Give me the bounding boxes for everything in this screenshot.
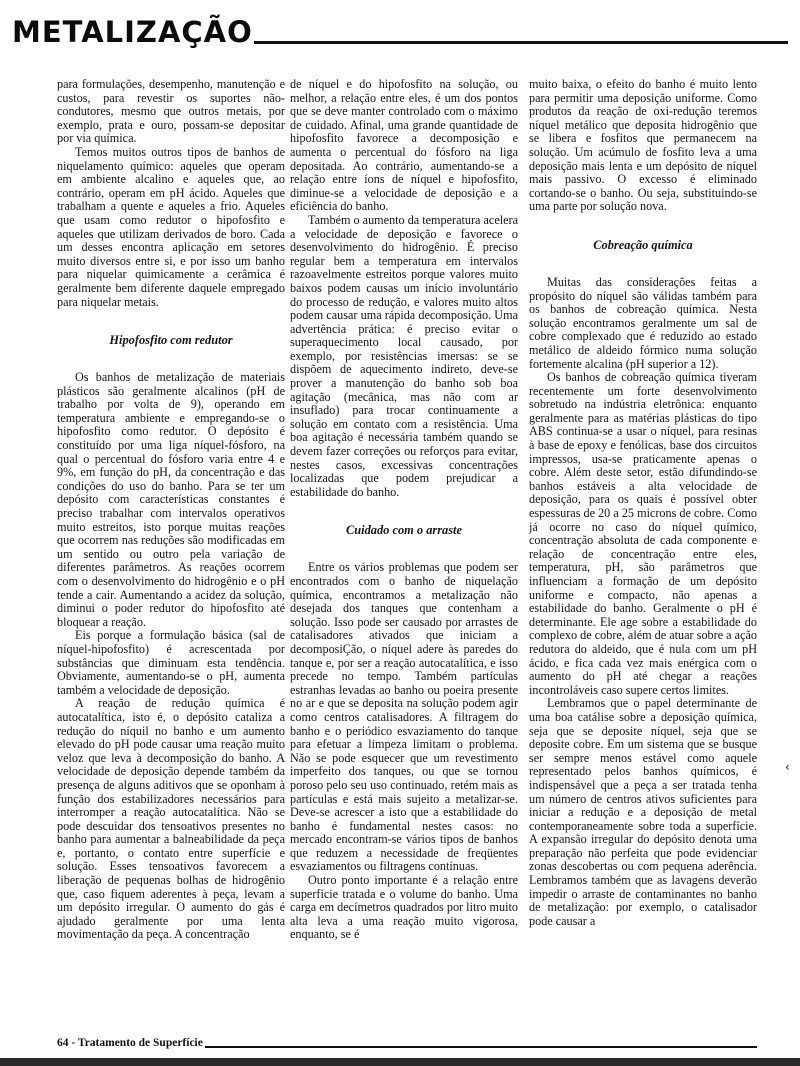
text-column-3 [529, 78, 757, 1018]
footer-rule [205, 1046, 757, 1048]
text-column-2 [290, 78, 518, 1018]
header-rule [254, 41, 788, 44]
paragraph: Temos muitos outros tipos de banhos de niquelamento químico: aqueles que operam em ambiente alcalino e aqueles que, ao contrário, operam em pH ácido. Aqueles que trabalham a quente e aqueles a frio. Aqueles que usam como redutor o hipofosfito e aqueles que utilizam derivados de boro. Cada um desses encontra aplicação em setores muito diversos entre si, e por isso um banho para niquelar quimicamente a cerâmica é geralmente bem diferente daquele empregado para niquelar metais. [57, 144, 285, 309]
paragraph: Os banhos de metalização de materiais plásticos são geralmente alcalinos (pH de trabalho por volta de 9), operando em temperatura ambiente e empregando-se o hipofosfito como redutor. O depósito é constituído por uma liga níquel-fósforo, na qual o percentual do fósforo varia entre 4 e 9%, em função do pH, da concentração e das condições do uso do banho. Para se ter um depósito com características constantes é preciso trabalhar com intervalos operativos muito estreitos, isto porque muitas reações que ocorrem nas reduções são modificadas em um sentido ou outro pela variação de diferentes parâmetros. As reações ocorrem com o desenvolvimento do hidrogênio e o pH tende a cair. Aumentando a acidez da solução, diminui o poder redutor do hipofosfito até bloquear a reação. [57, 370, 285, 629]
paragraph: Também o aumento da temperatura acelera a velocidade de deposição e favorece o desenvolvimento do hidrogênio. É preciso regular bem a temperatura em intervalos razoavelmente estreitos porque valores muito baixos podem causas um início involuntário do processo de redução, e valores muito altos podem causar uma rápida decomposição. Uma advertência prática: é preciso evitar o superaquecimento local causado, por exemplo, por resistências imersas: se se dispõem de aquecimento indireto, deve-se prover a manutenção do banho sob boa agitação (mecânica, mas não com ar insuflado) para trocar continuamente a solução em contato com a resistência. Uma boa agitação é necessária também quando se devem fazer correções ou reforços para evitar, nestes casos, excessivas concentrações localizadas que podem prejudicar a estabilidade do banho. [290, 212, 518, 499]
page-footer [57, 1034, 757, 1054]
paragraph: de níquel e do hipofosfito na solução, ou melhor, a relação entre eles, é um dos pontos que se deve manter controlado com o máximo de cuidado. Afinal, uma grande quantidade de hipofosfito favorece a decomposição e aumenta o percentual do fósforo na liga depositada. Ao contrário, aumentando-se a relação entre íons de níquel e hipofosfito, diminue-se a velocidade de deposição e a eficiência do banho. [290, 78, 518, 214]
section-heading: Cuidado com o arraste [346, 523, 462, 538]
paragraph: Eis porque a formulação básica (sal de níquel-hipofosfito) é acrescentada por substâncias que diminuam esta tendência. Obviamente, aumentando-se o pH, aumenta também a velocidade de deposição. [57, 628, 285, 697]
paragraph: Outro ponto importante é a relação entre superfície tratada e o volume do banho. Uma carga em decímetros quadrados por litro muito alta leva a uma reação muito vigorosa, enquanto, se é [290, 873, 518, 942]
paragraph: A reação de redução química é autocatalítica, isto é, o depósito cataliza a redução do níquil no banho e um aumento elevado do pH pode causar uma reação muito veloz que leva à decomposição do banho. A velocidade de deposição depende também da presença de alguns aditivos que se oponham à função dos estabilizadores necessários para interromper a reação autocatalítica. Não se pode descuidar dos tensoativos presentes no banho para aumentar a balneabilidade da peça e, portanto, o contato entre superfície e solução. Esses tensoativos favorecem a liberação de pequenas bolhas de hidrogênio que, caso fiquem aderentes à peça, levam a um depósito irregular. O aumento do gás é ajudado geralmente por uma lenta movimentação da peça. A concentração [57, 696, 285, 942]
text-column-1 [57, 78, 285, 1018]
paragraph: Entre os vários problemas que podem ser encontrados com o banho de niquelação química, encontramos a metalização não desejada dos tanques que contenham a solução. Isso pode ser causado por arrastes de catalisadores ativados que iniciam a decomposiÇão, o níquel adere às paredes do tanque e, por ser a reação autocatalítica, e isso precede no tempo. Também partículas estranhas levadas ao banho ou poeira presente no ar e que se deposita na solução podem agir como centros catalisadores. A filtragem do banho e o periódico esvaziamento do tanque para efetuar a limpeza limitam o problema. Não se pode esquecer que um revestimento imperfeito dos tanques, ou que se tornou poroso pelo seu uso continuado, retém mais as partículas e está mais sujeito a metalizar-se. Deve-se acrescer a isto que a estabilidade do banho é fundamental nestes casos: no mercado encontram-se vários tipos de banhos que reduzem a necessidade de freqüentes esvaziamentos ou filtragens contínuas. [290, 560, 518, 874]
paragraph: Os banhos de cobreação química tiveram recentemente um forte desenvolvimento sobretudo na indústria eletrônica: enquanto geralmente para as matérias plásticas do tipo ABS continua-se a usar o níquel, para resinas à base de epoxy e fenólicas, base dos circuitos impressos, usa-se praticamente apenas o cobre. Além deste setor, estão difundindo-se banhos estáveis a alta velocidade de deposição, para os quais é possível obter espessuras de 20 a 25 microns de cobre. Como já ocorre no caso do níquel químico, concentração absoluta de cada componente e relação de concentração entre eles, temperatura, pH, são parâmetros que influenciam a formação de um depósito uniforme e compacto, não apenas a estabilidade do banho. Geralmente o pH é determinante. Ele age sobre a estabilidade do complexo de cobre, além de atuar sobre a ação redutora do aldeido, que é nula com um pH ácido, e fica cada vez mais enérgica com o aumento do pH até chegar a reações incontroláveis caso supere certos limites. [529, 370, 757, 697]
paragraph: Lembramos que o papel determinante de uma boa catálise sobre a deposição química, seja que se deposite níquel, seja que se deposite cobre. Em um sistema que se busque ser sempre menos estável como aquele representado pelos banhos químicos, é indispensável que a peça a ser tratada tenha um número de centros ativos suficientes para iniciar a redução e a deposição de metal contemporaneamente sobre toda a superfície. A expansão irregular do depósito denota uma preparação não perfeita que pode evidenciar zonas descobertas ou com pequena aderência. Lembramos também que as lavagens deverão impedir o arraste de contaminantes no banho de metalização: por exemplo, o catalisador pode causar a [529, 696, 757, 928]
scan-edge-band [0, 1058, 800, 1066]
paragraph: Muitas das considerações feitas a propósito do níquel são válidas também para os banhos de cobreação química. Nesta solução encontramos geralmente um sal de cobre complexado que é reduzido ao estado metálico de aldeido fórmico numa solução fortemente alcalina (pH superior a 12). [529, 274, 757, 371]
paragraph: para formulações, desempenho, manutenção e custos, para revestir os suportes não-condutores, mesmo que outros metais, por exemplo, prata e ouro, possam-se depositar por via química. [57, 78, 285, 146]
paragraph: muito baixa, o efeito do banho é muito lento para permitir uma deposição uniforme. Como produtos da reação de oxi-redução teremos níquel metálico que deposita hidrogênio que se libera e fosfitos que permanecem na solução. Um acúmulo de fosfito leva a uma deposição mais lenta e um depósito de níquel mais passivo. O excesso é eliminado cortando-se o banho. Ou seja, substituindo-se uma parte por solução nova. [529, 78, 757, 214]
page-header [12, 14, 788, 54]
margin-mark: ‹ [785, 760, 790, 774]
section-title: METALIZAÇÃO [12, 15, 253, 49]
section-heading: Cobreação química [593, 237, 693, 252]
footer-page-label: 64 - Tratamento de Superfície [57, 1037, 203, 1049]
section-heading: Hipofosfito com redutor [109, 333, 233, 348]
